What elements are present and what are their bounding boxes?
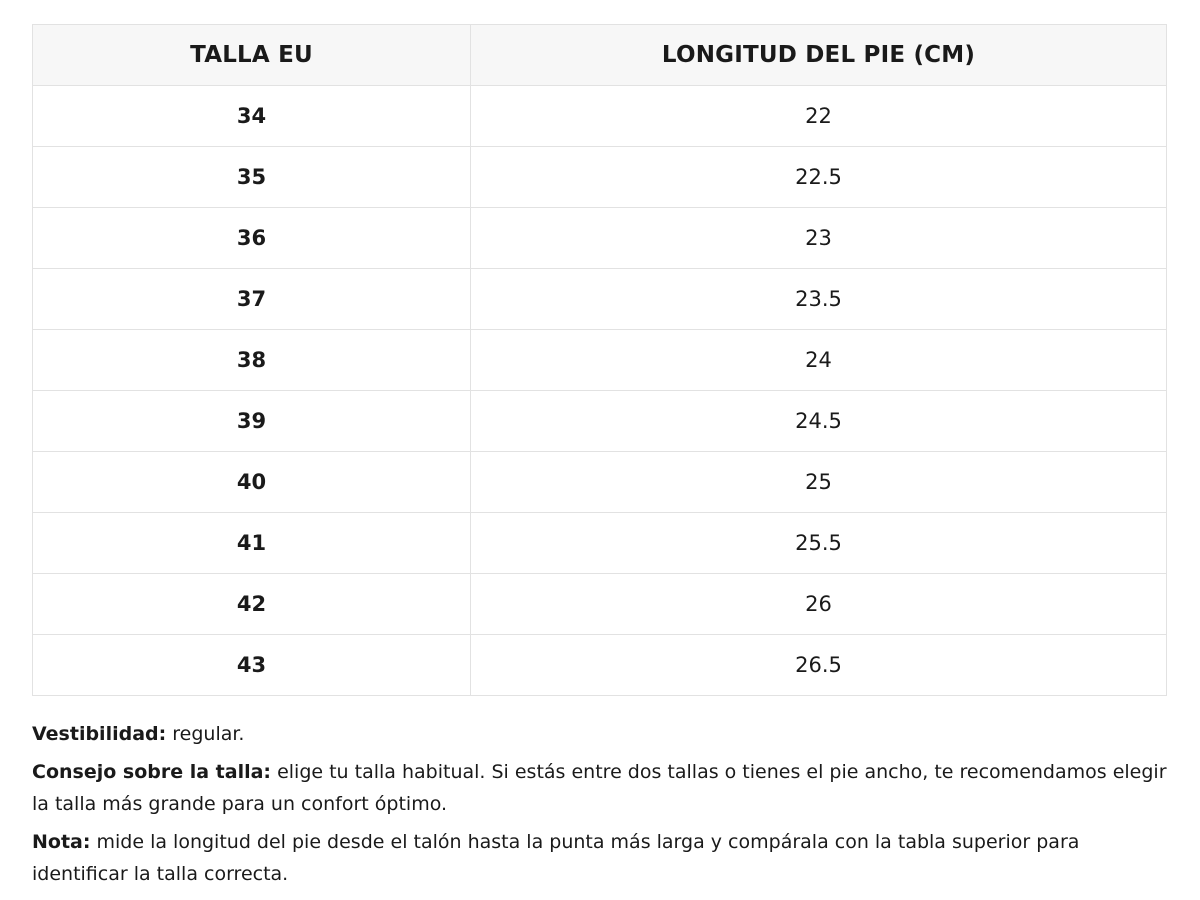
advice-text: elige tu talla habitual. Si estás entre dos tallas o tienes el pie ancho, te recomendamos elegir la talla más grande para un confort óptimo.: [32, 761, 1167, 815]
eu-size-cell: 42: [33, 574, 471, 635]
foot-length-cell: 24.5: [471, 391, 1167, 452]
eu-size-cell: 34: [33, 86, 471, 147]
table-row: [33, 147, 1167, 208]
foot-length-cell: 23: [471, 208, 1167, 269]
foot-length-cell: 22.5: [471, 147, 1167, 208]
table-row: [33, 635, 1167, 696]
table-row: [33, 574, 1167, 635]
table-row: [33, 269, 1167, 330]
foot-length-cell: 25.5: [471, 513, 1167, 574]
size-chart-header: [33, 25, 1167, 86]
eu-size-cell: 36: [33, 208, 471, 269]
fit-text: regular.: [166, 723, 245, 745]
eu-size-cell: 38: [33, 330, 471, 391]
table-row: [33, 391, 1167, 452]
size-advice-note: [32, 756, 1168, 820]
table-row: [33, 208, 1167, 269]
size-chart-table: [32, 24, 1167, 696]
eu-size-cell: 43: [33, 635, 471, 696]
size-notes: [32, 718, 1168, 896]
table-row: [33, 513, 1167, 574]
eu-size-cell: 37: [33, 269, 471, 330]
header-foot-length: LONGITUD DEL PIE (CM): [471, 25, 1167, 86]
note-label: Nota:: [32, 831, 91, 853]
foot-length-cell: 23.5: [471, 269, 1167, 330]
eu-size-cell: 40: [33, 452, 471, 513]
measure-note: [32, 826, 1168, 890]
fit-label: Vestibilidad:: [32, 723, 167, 745]
advice-label: Consejo sobre la talla:: [32, 761, 272, 783]
eu-size-cell: 41: [33, 513, 471, 574]
table-row: [33, 86, 1167, 147]
table-row: [33, 330, 1167, 391]
eu-size-cell: 39: [33, 391, 471, 452]
foot-length-cell: 26: [471, 574, 1167, 635]
header-row: [33, 25, 1167, 86]
foot-length-cell: 26.5: [471, 635, 1167, 696]
foot-length-cell: 22: [471, 86, 1167, 147]
size-chart-body: [33, 86, 1167, 696]
fit-note: [32, 718, 1168, 750]
header-eu-size: TALLA EU: [33, 25, 471, 86]
note-text: mide la longitud del pie desde el talón hasta la punta más larga y compárala con la tabla superior para identificar la talla correcta.: [32, 831, 1080, 885]
foot-length-cell: 24: [471, 330, 1167, 391]
table-row: [33, 452, 1167, 513]
eu-size-cell: 35: [33, 147, 471, 208]
foot-length-cell: 25: [471, 452, 1167, 513]
